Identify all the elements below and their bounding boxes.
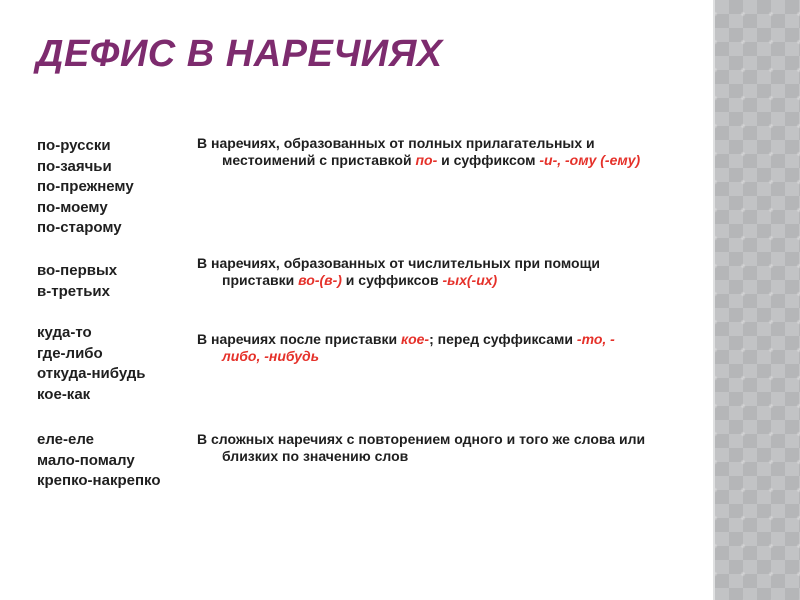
examples-group-repeat — [37, 430, 197, 492]
example-word: кое-как — [37, 385, 91, 403]
rule-fragment: и суффиксом — [437, 152, 540, 168]
rule-text-po — [197, 135, 697, 169]
examples-group-koe — [37, 323, 197, 405]
slide-title: ДЕФИС В НАРЕЧИЯХ — [36, 33, 443, 75]
rule-highlight: либо, -нибудь — [222, 348, 320, 364]
rule-fragment: и суффиксов — [341, 272, 443, 288]
example-word: по-старому — [37, 219, 122, 236]
rule-fragment: В наречиях после приставки — [197, 331, 401, 347]
rule-highlight: -то, - — [576, 331, 615, 347]
example-word: еле-еле — [37, 431, 95, 448]
rule-highlight: по- — [415, 152, 438, 168]
rule-text-koe — [197, 331, 697, 365]
rule-fragment: ; перед суффиксами — [429, 331, 577, 347]
rule-text-vo — [197, 255, 697, 289]
example-word: куда-то — [37, 324, 92, 341]
example-word: во-первых — [37, 262, 118, 279]
rule-highlight: во-(в-) — [298, 272, 342, 288]
rule-fragment: В наречиях, образованных от полных прилагательных и — [197, 135, 595, 151]
example-word: по-моему — [37, 198, 108, 216]
rule-highlight: -ых(-их) — [442, 272, 498, 288]
rule-fragment: В наречиях, образованных от числительных при помощи — [197, 255, 600, 271]
examples-group-po — [37, 136, 197, 239]
example-word: в-третьих — [37, 282, 111, 300]
argyle-pattern-strip — [713, 0, 800, 600]
rule-text-repeat — [197, 431, 697, 465]
example-word: мало-помалу — [37, 451, 135, 469]
rule-highlight: кое- — [400, 331, 430, 347]
example-word: по-прежнему — [37, 178, 134, 195]
rule-fragment: местоимений с приставкой — [222, 152, 416, 168]
example-word: откуда-нибудь — [37, 365, 146, 382]
example-word: крепко-накрепко — [37, 472, 161, 489]
rule-fragment: приставки — [222, 272, 299, 288]
example-word: по-русски — [37, 137, 111, 154]
example-word: где-либо — [37, 344, 103, 362]
rule-highlight: -и-, -ому (-ему) — [539, 152, 641, 168]
example-word: по-заячьи — [37, 157, 112, 175]
rule-fragment: близких по значению слов — [222, 448, 409, 464]
rule-fragment: В сложных наречиях с повторением одного и того же слова или — [197, 431, 646, 447]
examples-group-vo — [37, 261, 197, 302]
